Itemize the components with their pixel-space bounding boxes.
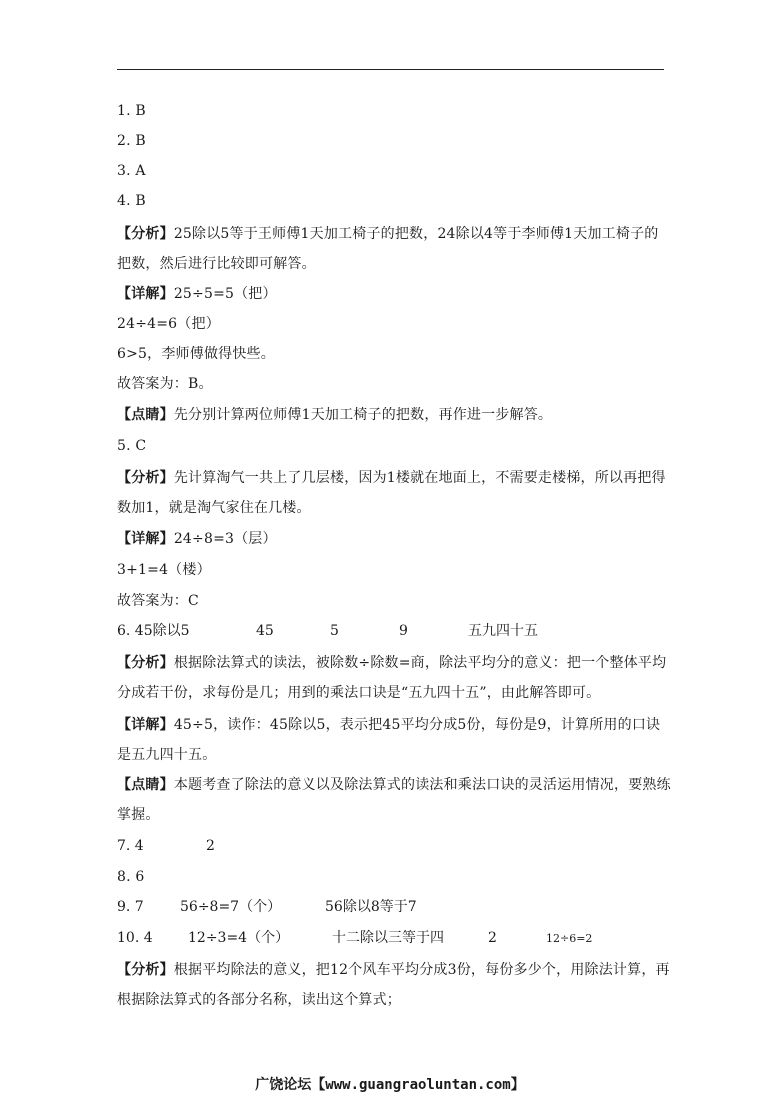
q10-analysis-line-1 [117,961,670,979]
q6-blank-d: 五九四十五 [468,623,538,639]
q4-tip-text: 先分别计算两位师傅1天加工椅子的把数，再作进一步解答。 [173,407,553,423]
header-rule [117,69,664,70]
q10-blank-b: 十二除以三等于四 [332,930,444,946]
tip-tag: 【点睛】 [117,407,174,423]
q4-tip-line [117,406,552,424]
q10-blank-c: 2 [488,930,497,946]
q4-detail-line-2: 24÷4=6（把） [117,316,220,332]
q10-analysis-text-1: 根据平均除法的意义，把12个风车平均分成3份，每份多少个，用除法计算，再 [173,962,670,978]
q4-detail-line-1 [117,285,277,303]
q4-detail-line-3: 6>5，李师傅做得快些。 [117,346,275,362]
q6-analysis-text-1: 根据除法算式的读法，被除数÷除数=商，除法平均分的意义：把一个整体平均 [173,655,667,671]
q6-tip-line-1 [117,776,671,794]
q10-blank-a: 12÷3=4（个） [188,930,290,946]
detail-tag: 【详解】 [117,286,174,302]
q6-number: 6. 45除以5 [117,623,190,639]
analysis-tag: 【分析】 [117,655,174,671]
q7-number: 7. 4 [117,838,144,854]
q6-analysis-line-1 [117,654,666,672]
q6-detail-text-1: 45÷5，读作：45除以5，表示把45平均分成5份，每份是9，计算所用的口诀 [173,717,661,733]
q9-blank-a: 56÷8=7（个） [180,899,282,915]
q9-number: 9. 7 [117,899,144,915]
q4-answer: 故答案为：B。 [117,376,213,392]
q6-detail-line-2: 是五九四十五。 [117,747,217,763]
q10-analysis-line-2: 根据除法算式的各部分名称，读出这个算式； [117,992,401,1008]
q4-analysis-text-1: 25除以5等于王师傅1天加工椅子的把数，24除以4等于李师傅1天加工椅子的 [173,226,659,242]
q9-blank-b: 56除以8等于7 [325,899,417,915]
answer-line-1: 1. B [117,103,146,119]
q6-detail-line-1 [117,716,660,734]
q5-analysis-line-2: 数加1，就是淘气家住在几楼。 [117,500,311,516]
footer-site-link[interactable]: 广饶论坛【www.guangraoluntan.com】 [255,1077,525,1093]
q5-detail-text-1: 24÷8=3（层） [173,531,277,547]
analysis-tag: 【分析】 [117,226,174,242]
answer-line-2: 2. B [117,133,146,149]
answer-line-3: 3. A [117,163,146,179]
q10-blank-d: 12÷6=2 [546,932,593,945]
q7-blank-a: 2 [206,838,215,854]
answer-line-5: 5. C [117,438,147,454]
q6-tip-line-2: 掌握。 [117,807,160,823]
q6-tip-text-1: 本题考查了除法的意义以及除法算式的读法和乘法口诀的灵活运用情况，要熟练 [173,777,671,793]
q5-detail-line-1 [117,530,277,548]
analysis-tag: 【分析】 [117,962,174,978]
q5-analysis-line-1 [117,469,666,487]
analysis-tag: 【分析】 [117,470,174,486]
q10-number: 10. 4 [117,930,153,946]
q6-blank-a: 45 [256,623,274,639]
q5-analysis-text-1: 先计算淘气一共上了几层楼，因为1楼就在地面上，不需要走楼梯，所以再把得 [173,470,666,486]
q4-analysis-line-2: 把数，然后进行比较即可解答。 [117,256,316,272]
q6-blank-c: 9 [399,623,408,639]
answer-line-8: 8. 6 [117,869,145,885]
q6-analysis-line-2: 分成若干份，求每份是几；用到的乘法口诀是“五九四十五”，由此解答即可。 [117,685,601,701]
tip-tag: 【点睛】 [117,777,174,793]
q6-blank-b: 5 [330,623,339,639]
detail-tag: 【详解】 [117,531,174,547]
q4-analysis-line-1 [117,225,658,243]
q5-answer: 故答案为：C [117,593,199,609]
q5-detail-line-2: 3+1=4（楼） [117,562,211,578]
q4-detail-text-1: 25÷5=5（把） [173,286,277,302]
answer-line-4: 4. B [117,193,146,209]
detail-tag: 【详解】 [117,717,174,733]
